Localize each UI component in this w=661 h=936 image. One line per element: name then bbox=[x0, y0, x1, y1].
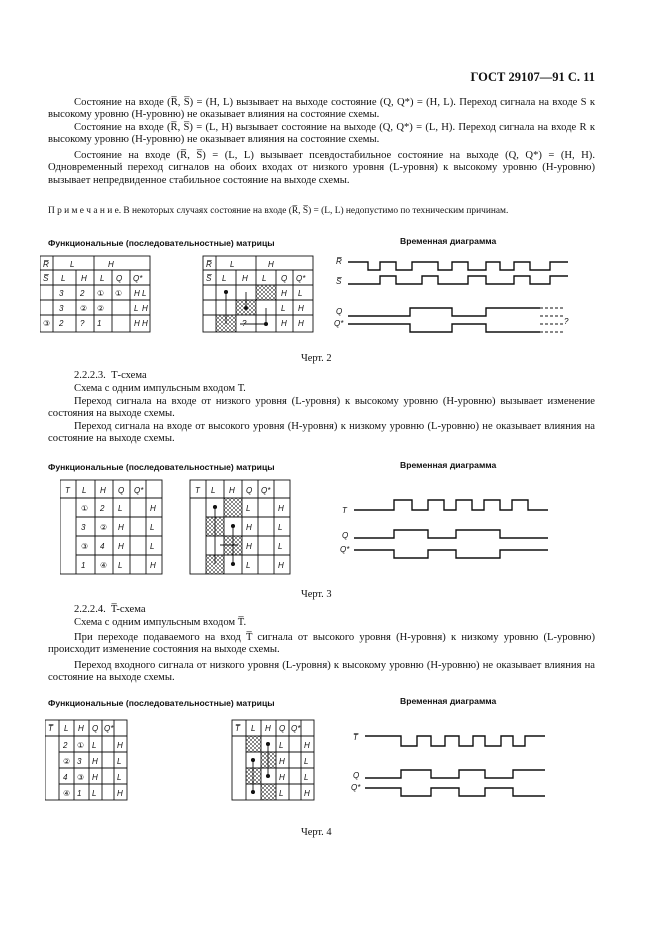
cell: ② bbox=[97, 304, 105, 313]
cell: H bbox=[279, 757, 285, 766]
fig2-q-mark: ? bbox=[564, 317, 569, 326]
fig2-a-s-l2: L bbox=[100, 274, 105, 283]
cell: L bbox=[279, 741, 284, 750]
cell: 3 bbox=[81, 523, 86, 532]
fig2-b-question: ? bbox=[242, 319, 247, 328]
sec224-heading bbox=[74, 604, 146, 616]
cell: H bbox=[304, 789, 310, 798]
cell: L bbox=[278, 542, 283, 551]
fig3-a-h: H bbox=[100, 486, 106, 495]
cell: L bbox=[150, 542, 155, 551]
fig2-a-q: Q bbox=[116, 274, 123, 283]
sec224-num: 2.2.2.4. bbox=[74, 604, 106, 615]
cell: H bbox=[117, 789, 123, 798]
fig4-b-l: L bbox=[251, 724, 256, 733]
cell: L bbox=[281, 304, 286, 313]
note-label: П р и м е ч а н и е. bbox=[48, 206, 122, 216]
fig2-caption: Черт. 2 bbox=[301, 353, 332, 364]
fig2-graphics bbox=[40, 252, 600, 344]
cell: 4 bbox=[100, 542, 105, 551]
cell: ② bbox=[100, 523, 108, 532]
fig4-b-tbar: T̅ bbox=[235, 724, 240, 733]
fig2-sig-s: S̅ bbox=[336, 277, 342, 286]
cell: H bbox=[278, 504, 284, 513]
fig4-b-q: Q bbox=[279, 724, 286, 733]
fig2-b-qstar: Q* bbox=[296, 274, 306, 283]
cell: H bbox=[279, 773, 285, 782]
fig3-timing-title: Временная диаграмма bbox=[400, 460, 497, 470]
fig3-b-q: Q bbox=[246, 486, 253, 495]
fig2-a-r-l: L bbox=[70, 260, 75, 269]
cell: H bbox=[118, 523, 124, 532]
cell: 3 bbox=[77, 757, 82, 766]
fig2-b-r-l: L bbox=[230, 260, 235, 269]
sec223-line-2: Переход сигнала на входе от низкого уровня (L-уровня) к высокому уровню (H-уровню) вызывает изменение состояния на выходе схемы. bbox=[48, 396, 595, 420]
fig4-a-h: H bbox=[78, 724, 84, 733]
cell: H bbox=[118, 542, 124, 551]
cell: ? bbox=[80, 319, 85, 328]
cell: H bbox=[246, 542, 252, 551]
sec224-line-2: При переходе подаваемого на вход T̅ сигнала от высокого уровня (H-уровня) к низкому уровню (L-уровню) происходит изменение состояния на выходе схемы. bbox=[48, 632, 595, 656]
cell: L bbox=[246, 561, 251, 570]
cell: L bbox=[298, 289, 303, 298]
cell: L bbox=[134, 304, 139, 313]
cell: 4 bbox=[63, 773, 68, 782]
cell: L bbox=[92, 741, 97, 750]
cell: H bbox=[298, 319, 304, 328]
fig2-b-s-l: L bbox=[222, 274, 227, 283]
note-text: В некоторых случаях состояние на входе (R̅, S̅) = (L, L) недопустимо по техническим причинам. bbox=[123, 206, 509, 216]
cell: H bbox=[117, 741, 123, 750]
cell: 1 bbox=[97, 319, 102, 328]
cell: H bbox=[92, 773, 98, 782]
cell: 1 bbox=[81, 561, 86, 570]
sec224-line-3: Переход входного сигнала от низкого уровня (L-уровня) к высокому уровню (H-уровню) не оказывает влияния на состояние на выходе схемы. bbox=[48, 660, 595, 684]
cell: ① bbox=[97, 289, 105, 298]
cell: 2 bbox=[80, 289, 85, 298]
sec223-heading bbox=[74, 370, 147, 382]
sec224-line-1: Схема с одним импульсным входом T̅. bbox=[74, 617, 247, 628]
fig2-b-r-h: H bbox=[268, 260, 274, 269]
fig3-matrix-title: Функциональные (последовательностные) матрицы bbox=[48, 462, 275, 472]
fig4-matrix-title: Функциональные (последовательностные) матрицы bbox=[48, 698, 275, 708]
sec223-title: Т-схема bbox=[111, 370, 147, 381]
cell: ① bbox=[81, 504, 89, 513]
fig2-b-s-h: H bbox=[242, 274, 248, 283]
cell: L bbox=[304, 773, 309, 782]
fig2-a-r-h: H bbox=[108, 260, 114, 269]
fig2-b-s-l2: L bbox=[262, 274, 267, 283]
cell: H bbox=[134, 289, 140, 298]
cell: H bbox=[92, 757, 98, 766]
cell: L bbox=[279, 789, 284, 798]
cell: 3 bbox=[59, 289, 64, 298]
cell: L bbox=[117, 773, 122, 782]
cell: H bbox=[281, 289, 287, 298]
fig4-a-tbar: T̅ bbox=[48, 724, 53, 733]
cell: 1 bbox=[77, 789, 82, 798]
cell: H bbox=[246, 523, 252, 532]
cell: 3 bbox=[59, 304, 64, 313]
fig2-a-rows bbox=[43, 289, 148, 328]
paragraph-ll: Состояние на входе (R̅, S̅) = (L, L) вызывает псевдостабильное состояние на выходе (Q, Q*) = (H, H). Одновременный переход сигналов на обоих входах от низкого уровня (L-уровня) к высокому уровню (H-уровню) вызывает непредвиденное стабильное состояние на выходе схемы. bbox=[48, 150, 595, 186]
fig2-a-qstar: Q* bbox=[133, 274, 143, 283]
paragraph-hl: Состояние на входе (R̅, S̅) = (H, L) вызывает на выходе состояние (Q, Q*) = (H, L). Переход сигнала на входе S к высокому уровню (H-уровню) не оказывает влияния на состояние схемы. bbox=[48, 97, 595, 121]
sec223-line-3: Переход сигнала на входе от высокого уровня (H-уровня) к низкому уровню (L-уровню) не оказывает влияния на состояние на выходе схемы. bbox=[48, 421, 595, 445]
cell: ③ bbox=[81, 542, 89, 551]
cell: H bbox=[134, 319, 140, 328]
fig3-b-t: T bbox=[195, 486, 200, 495]
cell: L bbox=[278, 523, 283, 532]
fig3-graphics bbox=[60, 478, 580, 578]
cell: L bbox=[118, 504, 123, 513]
fig2-a-sbar: S̅ bbox=[43, 274, 49, 283]
fig3-a-l: L bbox=[82, 486, 87, 495]
cell: H bbox=[304, 741, 310, 750]
cell: H bbox=[281, 319, 287, 328]
cell: ② bbox=[63, 757, 71, 766]
fig4-graphics bbox=[45, 718, 585, 808]
fig4-b-qstar: Q* bbox=[291, 724, 301, 733]
fig4-caption: Черт. 4 bbox=[301, 827, 332, 838]
fig2-timing-title: Временная диаграмма bbox=[400, 236, 497, 246]
fig4-a-qstar: Q* bbox=[104, 724, 114, 733]
cell: H bbox=[298, 304, 304, 313]
fig2-sig-q: Q bbox=[336, 307, 343, 316]
fig3-a-t: T bbox=[65, 486, 70, 495]
cell: H bbox=[278, 561, 284, 570]
fig3-b-qstar: Q* bbox=[261, 486, 271, 495]
fig4-b-h: H bbox=[265, 724, 271, 733]
fig4-a-q: Q bbox=[92, 724, 99, 733]
cell: 2 bbox=[63, 741, 68, 750]
cell: ② bbox=[80, 304, 88, 313]
fig2-sig-qstar: Q* bbox=[334, 319, 344, 328]
cell: L bbox=[92, 789, 97, 798]
cell: L bbox=[150, 523, 155, 532]
cell: ③ bbox=[43, 319, 51, 328]
fig3-sig-q: Q bbox=[342, 531, 349, 540]
fig4-a-l: L bbox=[64, 724, 69, 733]
fig3-matrix-b bbox=[190, 480, 290, 574]
cell: L bbox=[117, 757, 122, 766]
fig3-sig-t: T bbox=[342, 506, 347, 515]
cell: L bbox=[118, 561, 123, 570]
cell: H bbox=[150, 504, 156, 513]
paragraph-lh: Состояние на входе (R̅, S̅) = (L, H) вызывает состояние на выходе (Q, Q*) = (L, H). Переход сигнала на входе R к высокому уровню (H-уровню) не оказывает влияния на состояние схемы. bbox=[48, 122, 595, 146]
sec224-title: T̅-схема bbox=[110, 604, 146, 615]
fig3-caption: Черт. 3 bbox=[301, 589, 332, 600]
fig4-matrix-a bbox=[45, 720, 127, 800]
cell: H bbox=[142, 319, 148, 328]
fig3-a-q: Q bbox=[118, 486, 125, 495]
cell: ① bbox=[77, 741, 85, 750]
cell: ④ bbox=[63, 789, 71, 798]
cell: L bbox=[142, 289, 147, 298]
fig3-b-h: H bbox=[229, 486, 235, 495]
fig3-sig-qstar: Q* bbox=[340, 545, 350, 554]
cell: 2 bbox=[59, 319, 64, 328]
cell: L bbox=[246, 504, 251, 513]
fig2-b-q: Q bbox=[281, 274, 288, 283]
cell: ③ bbox=[77, 773, 85, 782]
fig2-a-rbar: R̅ bbox=[43, 260, 49, 269]
cell: H bbox=[150, 561, 156, 570]
fig2-a-s-h: H bbox=[81, 274, 87, 283]
fig2-b-rbar: R̅ bbox=[206, 260, 212, 269]
fig4-sig-q: Q bbox=[353, 771, 360, 780]
fig4-sig-t: T̅ bbox=[353, 733, 358, 742]
page-header: ГОСТ 29107—91 С. 11 bbox=[470, 70, 595, 84]
fig4-timing-title: Временная диаграмма bbox=[400, 696, 497, 706]
cell: ① bbox=[115, 289, 123, 298]
sec223-num: 2.2.2.3. bbox=[74, 370, 106, 381]
fig3-a-qstar: Q* bbox=[134, 486, 144, 495]
fig3-b-l: L bbox=[211, 486, 216, 495]
cell: 2 bbox=[100, 504, 105, 513]
fig2-sig-r: R̅ bbox=[336, 257, 342, 266]
fig3-matrix-a bbox=[60, 480, 162, 574]
cell: L bbox=[304, 757, 309, 766]
sec223-line-1: Схема с одним импульсным входом Т. bbox=[74, 383, 246, 394]
cell: H bbox=[142, 304, 148, 313]
fig2-b-sbar: S̅ bbox=[206, 274, 212, 283]
fig2-a-s-l: L bbox=[61, 274, 66, 283]
cell: ④ bbox=[100, 561, 108, 570]
fig4-sig-qstar: Q* bbox=[351, 783, 361, 792]
fig2-matrix-title: Функциональные (последовательностные) матрицы bbox=[48, 238, 275, 248]
note bbox=[48, 206, 595, 218]
